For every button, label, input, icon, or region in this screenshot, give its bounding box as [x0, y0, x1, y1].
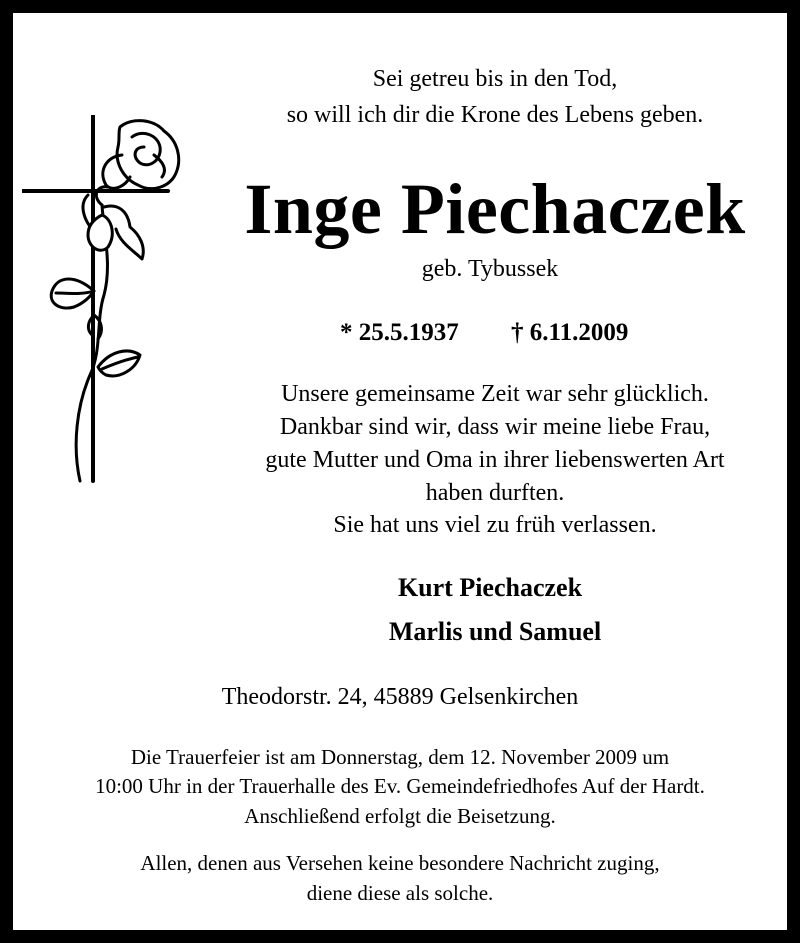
cross-with-rose-icon	[22, 115, 192, 487]
closing-line-1: Allen, denen aus Versehen keine besondere Nachricht zuging,	[140, 851, 660, 875]
message-line-2: Dankbar sind wir, dass wir meine liebe Frau,	[279, 414, 711, 440]
mourner-1: Kurt Piechaczek	[397, 573, 583, 602]
message-line-1: Unsere gemeinsame Zeit war sehr glücklich.	[281, 381, 709, 407]
mourner-2: Marlis und Samuel	[388, 617, 602, 646]
funeral-line-2: 10:00 Uhr in der Trauerhalle des Ev. Gemeindefriedhofes Auf der Hardt.	[95, 774, 705, 798]
address: Theodorstr. 24, 45889 Gelsenkirchen	[221, 684, 579, 710]
motto-line-2: so will ich dir die Krone des Lebens geben.	[286, 102, 704, 128]
motto-line-1: Sei getreu bis in den Tod,	[372, 66, 618, 92]
message-line-3: gute Mutter und Oma in ihrer liebenswerten Art	[265, 447, 725, 473]
birth-date: * 25.5.1937	[340, 319, 459, 346]
funeral-line-3: Anschließend erfolgt die Beisetzung.	[244, 804, 556, 828]
closing-line-2: diene diese als solche.	[306, 881, 494, 905]
message-line-4: haben durften.	[425, 480, 565, 506]
death-date: † 6.11.2009	[511, 319, 629, 346]
deceased-name: Inge Piechaczek	[244, 169, 746, 249]
birth-name: geb. Tybussek	[421, 256, 559, 282]
funeral-line-1: Die Trauerfeier ist am Donnerstag, dem 12. November 2009 um	[130, 745, 670, 769]
message-line-5: Sie hat uns viel zu früh verlassen.	[333, 512, 657, 538]
